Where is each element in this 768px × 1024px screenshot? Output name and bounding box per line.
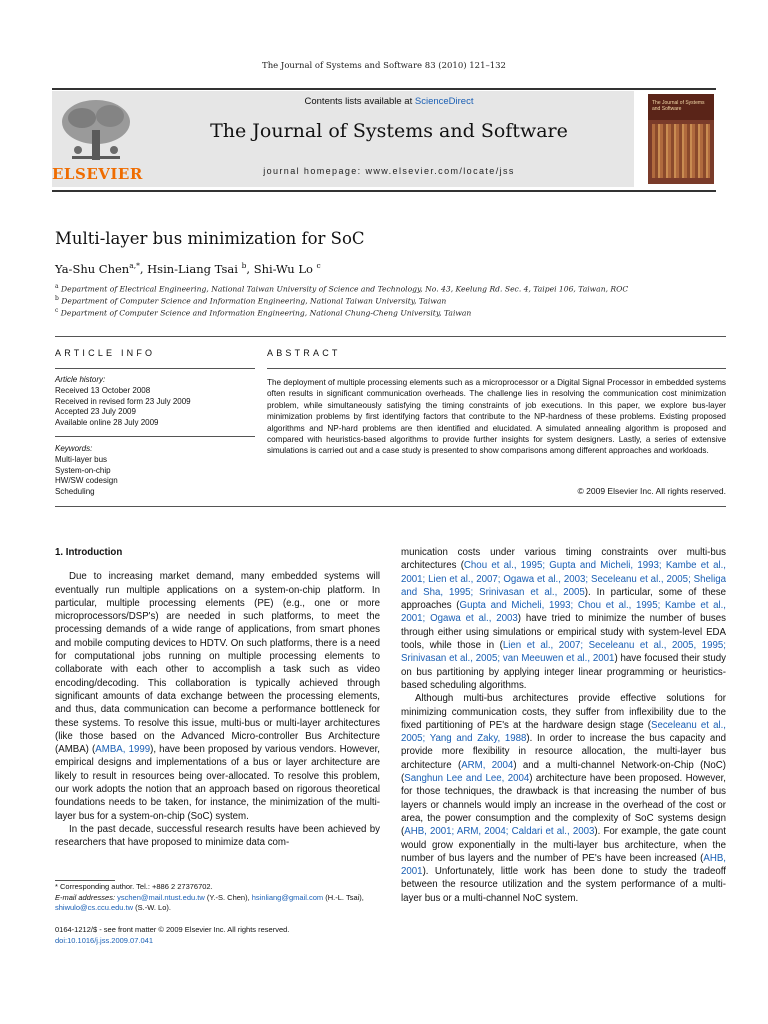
cover-title: The Journal of Systems and Software [652, 100, 705, 112]
elsevier-wordmark: ELSEVIER [52, 165, 143, 183]
doi-link[interactable]: doi:10.1016/j.jss.2009.07.041 [55, 935, 153, 945]
affiliation-text: Department of Electrical Engineering, National Taiwan University of Science and Technology, No. 43, Keelung Rd. Sec. 4, Taipei 106, Taiwan, ROC [61, 284, 629, 294]
paragraph-text: ), have been proposed by various vendors. However, empirical designs and implementations of a bus or layer architecture are likely to result in resources being over-allocated. To resolve this problem, our work adopts the notion that an approach based on rigorous theoretical foundations needs to be taken, for instance, the minimization of the multi-layer bus for a system-on-chip (SoC) system. [55, 744, 380, 822]
citation-link[interactable]: Seceleanu et al., 2005; Yang and Zaky, 1988 [401, 719, 726, 745]
email-label: E-mail addresses: [55, 892, 116, 902]
contents-available-line [146, 96, 632, 107]
citation-link[interactable]: ARM, 2004 [461, 759, 514, 771]
front-matter [55, 925, 385, 946]
right-column [401, 546, 726, 905]
keywords-block [55, 444, 255, 498]
contents-prefix: Contents lists available at [304, 96, 415, 107]
paragraph-text: ) and a multi-channel Network-on-Chip (NoC) ( [401, 759, 726, 785]
paragraph-text: ) have focused their study on bus partitioning by applying integer linear programming or heuristics-based scheduling algorithms. [401, 653, 726, 691]
journal-citation: The Journal of Systems and Software 83 (2010) 121–132 [262, 61, 506, 71]
keyword-item: System-on-chip [55, 465, 111, 475]
header-bottom-rule [52, 190, 716, 192]
abstract-heading: ABSTRACT [267, 348, 341, 358]
author-sup[interactable]: c [316, 261, 321, 270]
affiliation-text: Department of Computer Science and Information Engineering, National Chung-Cheng University, Taiwan [60, 308, 472, 318]
header-top-rule [52, 88, 716, 90]
history-item: Received 13 October 2008 [55, 385, 151, 395]
footnote-rule [55, 880, 115, 881]
email-link[interactable]: yschen@mail.ntust.edu.tw [117, 892, 205, 902]
email-link[interactable]: shiwulo@cs.ccu.edu.tw [55, 903, 134, 912]
intro-paragraph-4 [401, 692, 726, 905]
citation-link[interactable]: AMBA, 1999 [95, 744, 151, 756]
affiliation-c [55, 307, 471, 318]
author-sup[interactable]: b [241, 261, 247, 270]
affiliation-b [55, 295, 446, 306]
keyword-item: Multi-layer bus [55, 454, 108, 464]
intro-paragraph-2: In the past decade, successful research results have been achieved by researchers that have proposed to minimize data com- [55, 823, 380, 849]
history-item: Available online 28 July 2009 [55, 418, 159, 428]
journal-title: The Journal of Systems and Software [210, 120, 568, 142]
left-column [55, 546, 380, 850]
article-history [55, 375, 255, 429]
issn-line: 0164-1212/$ - see front matter © 2009 Elsevier Inc. All rights reserved. [55, 925, 290, 934]
corresponding-author: * Corresponding author. Tel.: +886 2 27376702. [55, 882, 213, 891]
sciencedirect-link[interactable]: ScienceDirect [414, 96, 474, 107]
history-item: Accepted 23 July 2009 [55, 407, 136, 417]
abstract-bottom-rule [55, 506, 726, 507]
history-item: Received in revised form 23 July 2009 [55, 396, 191, 406]
paragraph-text: Although multi-bus architectures provide effective solutions for minimizing communication costs, they suffer from inflexibility due to the fixed partitioning of PE's at the hardware design stage ( [401, 693, 726, 731]
paragraph-text: ). Unfortunately, little work has been done to study the tradeoff between the resource utilization and the system performance of a multi-layer bus or a multi-channel NoC system. [401, 866, 726, 904]
footnote [55, 882, 385, 914]
author-name: Ya-Shu Chen [55, 261, 130, 276]
author-name: Hsin-Liang Tsai [147, 261, 238, 276]
email-owner: (Y.-S. Chen), [204, 892, 252, 902]
email-owner: (S.-W. Lo). [133, 903, 171, 912]
journal-homepage[interactable]: journal homepage: www.elsevier.com/locate/jss [263, 166, 515, 176]
email-link[interactable]: hsinliang@gmail.com [251, 892, 324, 902]
abstract-rule [267, 368, 726, 369]
keyword-item: HW/SW codesign [55, 476, 118, 486]
abstract-copyright: © 2009 Elsevier Inc. All rights reserved. [577, 486, 726, 496]
info-rule [55, 368, 255, 369]
citation-link[interactable]: AHB, 2001 [401, 852, 726, 878]
email-owner: (H.-L. Tsai), [323, 892, 364, 902]
paragraph-text: Due to increasing market demand, many embedded systems will eventually run multiple applications on a system-on-chip platform. In particular, multiple processing elements (PE) (e.g., one or more microprocessors/DSP's) are needed in such platforms, to meet the processing demands of a wide range of applications, from smart phones and mobile computing devices to HDTV. On such platforms, there is a need for computational jobs running on multiple processing elements to collaborate with each other to accomplish a task such as video encoding/decoding. This collaboration is typically achieved through significant amounts of data exchange between the processing elements, and thus, data communication can become a performance bottleneck for these systems. To resolve this issue, multi-bus or multi-layer architectures (like those based on the Advanced Micro-controller Bus Architecture (AMBA) ( [55, 571, 380, 756]
journal-cover-thumbnail [648, 94, 714, 184]
citation-link[interactable]: Gupta and Micheli, 1993; Chou et al., 1995; Kambe et al., 2001; Ogawa et al., 2003 [401, 600, 726, 625]
affiliation-sup: b [55, 295, 59, 302]
citation-link[interactable]: AHB, 2001; ARM, 2004; Caldari et al., 2003 [404, 826, 595, 838]
intro-paragraph-3 [401, 546, 726, 692]
email-addresses [55, 893, 385, 914]
affiliation-a [55, 283, 628, 294]
paragraph-text: ). For example, the gate count would grow exponentially in the multi-layer bus architecture, when the number of bus layers and the number of PE's have been increased ( [401, 826, 726, 864]
affiliation-text: Department of Computer Science and Information Engineering, National Taiwan University, Taiwan [61, 296, 447, 306]
cover-pattern [652, 124, 710, 178]
paragraph-text: ). In order to increase the bus capacity and provide more flexibility in resource allocation, the multi-layer bus architecture ( [401, 733, 726, 771]
citation-link[interactable]: Lien et al., 2007; Seceleanu et al., 2005, 1995; Srinivasan et al., 2005; van Meeuwen et al., 2001 [401, 640, 726, 665]
affiliation-sup: c [55, 307, 59, 314]
citation-link[interactable]: Sanghun Lee and Lee, 2004 [404, 773, 530, 785]
paper-title: Multi-layer bus minimization for SoC [55, 229, 365, 248]
article-info-heading: ARTICLE INFO [55, 348, 156, 358]
paragraph-text: ). In particular, some of these approaches ( [401, 586, 726, 612]
paragraph-text: ) have tried to minimize the number of buses through either using simulations or empirical study with system-level EDA tools, while those in ( [401, 613, 726, 652]
paragraph-text: munication costs under various timing constraints over multi-bus architectures ( [401, 547, 726, 572]
intro-paragraph-1 [55, 570, 380, 823]
paragraph-text: ) architecture have been proposed. However, for those techniques, the drawback is that increasing the number of bus layers or channels would imply an increase in the overhead of the cost or area, the power consumption and the complexity of SoC systems design ( [401, 773, 726, 838]
history-label: Article history: [55, 375, 106, 384]
citation-link[interactable]: Chou et al., 1995; Gupta and Micheli, 1993; Kambe et al., 2001; Lien et al., 2007; Ogawa et al., 2003; Seceleanu et al., 2005; Sheliga and Sha, 1995; Srinivasan et al., 2005 [401, 560, 726, 598]
author-list: Ya-Shu Chen$^{a,*}$, Hsin-Liang Tsai $^b$, Shi-Wu Lo $^c$ [55, 261, 321, 276]
abstract-text: The deployment of multiple processing elements such as a microprocessor or a Digital Signal Processor in embedded systems often results in significant communication overheads. The challenge lies in resolving the communication cost minimization problem, while simultaneously satisfying the timing constraints of job executions. In this paper, we explore bus-layer minimization problems by first identifying factors that contribute to the NP-hardness of these problems. Existing proposed algorithms and NP-hard problems are then identified and elucidated. A simulated annealing algorithm is proposed and compared with heuristics-based algorithms to provide further insights for system designers. Lastly, a series of extensive simulations is carried out and a case study is presented to show comparisons among different approaches and workloads. [267, 378, 726, 456]
section-heading: 1. Introduction [55, 547, 123, 558]
author-sup[interactable]: a,* [129, 261, 140, 270]
info-divider [55, 436, 255, 437]
keyword-item: Scheduling [55, 487, 95, 497]
author-name: Shi-Wu Lo [253, 261, 313, 276]
keywords-label: Keywords: [55, 444, 93, 453]
section-rule [55, 336, 726, 337]
affiliation-sup: a [55, 283, 59, 290]
